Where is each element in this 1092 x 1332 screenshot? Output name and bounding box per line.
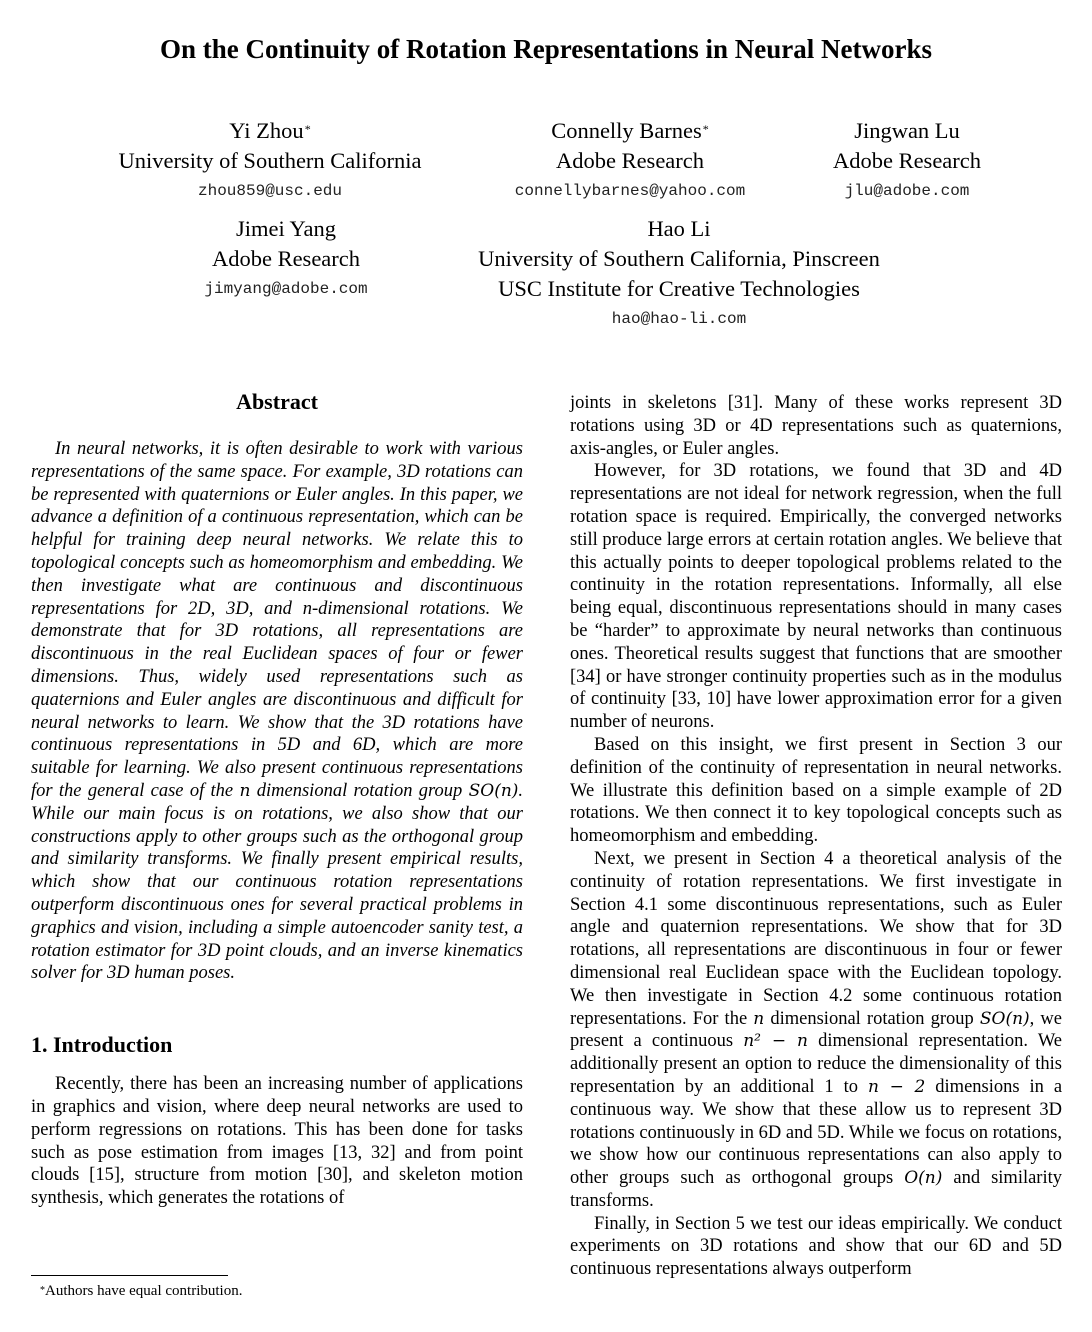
author-block <box>90 116 450 206</box>
author-affiliation: Adobe Research <box>832 148 982 173</box>
body-paragraph: Finally, in Section 5 we test our ideas empirically. We conduct experiments on 3D rotations and show that our 6D and 5D continuous representations always outperform <box>570 1213 1062 1280</box>
author-affiliation-secondary: USC Institute for Creative Technologies <box>498 276 860 301</box>
footnote-mark: * <box>40 1285 45 1296</box>
paper-title: On the Continuity of Rotation Representations in Neural Networks <box>159 34 932 64</box>
author-email[interactable]: hao@hao-li.com <box>611 310 747 328</box>
math-inline: n − 2 <box>867 1076 926 1097</box>
math-inline: SO(n) <box>979 1008 1030 1029</box>
math-inline: O(n) <box>904 1168 943 1189</box>
author-block <box>812 116 1002 206</box>
equal-contribution-mark: * <box>304 122 311 136</box>
author-block <box>480 116 780 206</box>
abstract-heading: Abstract <box>236 389 318 414</box>
footnote <box>40 1282 242 1300</box>
author-affiliation: University of Southern California, Pinscreen <box>478 246 880 271</box>
left-column <box>31 388 523 1210</box>
author-email[interactable]: connellybarnes@yahoo.com <box>514 182 746 200</box>
author-name: Yi Zhou* <box>229 118 311 143</box>
body-paragraph: However, for 3D rotations, we found that 3D and 4D representations are not ideal for network regression, when the full rotation space is required. Empirically, the converged networks still produce large errors at certain rotation angles. We believe that this actually points to deeper topological problems related to the continuity in the rotation representations. Informally, all else being equal, discontinuous representations should in many cases be “harder” to approximate by neural networks than continuous ones. Theoretical results suggest that functions that are smoother [34] or have stronger continuity properties such as in the modulus of continuity [33, 10] have lower approximation error for a given number of neurons. <box>570 461 1062 733</box>
math-inline: n <box>239 780 251 801</box>
body-paragraph: Recently, there has been an increasing number of applications in graphics and vision, where deep neural networks are used to perform regressions on rotations. This has been done for tasks such as pose estimation from images [13, 32] and from point clouds [15], structure from motion [30], and skeleton motion synthesis, which generates the rotations of <box>31 1074 523 1209</box>
author-block <box>436 214 922 334</box>
section-heading-introduction: 1. Introduction <box>31 1032 173 1058</box>
author-name: Connelly Barnes* <box>551 118 709 143</box>
footnote-rule <box>31 1275 228 1276</box>
math-inline: SO(n) <box>468 780 519 801</box>
author-affiliation: University of Southern California <box>118 148 422 173</box>
math-inline: n² − n <box>743 1031 808 1052</box>
author-affiliation: Adobe Research <box>555 148 705 173</box>
author-name: Jimei Yang <box>235 216 337 241</box>
math-inline: n <box>753 1008 765 1029</box>
author-affiliation: Adobe Research <box>211 246 361 271</box>
body-paragraph: Based on this insight, we first present in Section 3 our definition of the continuity of representation in neural networks. We illustrate this definition based on a simple example of 2D rotations. We then connect it to key topological concepts such as homeomorphism and embedding. <box>570 734 1062 847</box>
footnote-text: Authors have equal contribution. <box>45 1283 243 1299</box>
equal-contribution-mark: * <box>702 122 709 136</box>
author-name: Hao Li <box>647 216 711 241</box>
author-name: Jingwan Lu <box>854 118 960 143</box>
author-block <box>176 214 396 304</box>
body-paragraph: joints in skeletons [31]. Many of these works represent 3D rotations using 3D or 4D representations such as quaternions, axis-angles, or Euler angles. <box>570 393 1062 459</box>
author-email[interactable]: jlu@adobe.com <box>844 182 970 200</box>
right-column <box>570 392 1062 1281</box>
abstract-text: In neural networks, it is often desirable to work with various representations of the same space. For example, 3D rotations can be represented with quaternions or Euler angles. In this paper, we advance a definition of a continuous representation, which can be helpful for training deep neural networks. We relate this to topological concepts such as homeomorphism and embedding. We then investigate what are continuous and discontinuous representations for 2D, 3D, and n-dimensional rotations. We demonstrate that for 3D rotations, all representations are discontinuous in the real Euclidean spaces of four or fewer dimensions. Thus, widely used representations such as quaternions and Euler angles are discontinuous and difficult for neural networks to learn. We show that the 3D rotations have continuous representations in 5D and 6D, which are more suitable for learning. We also present continuous representations for the general case of the n dimensional rotation group SO(n). While our main focus is on rotations, we also show that our constructions apply to other groups such as the orthogonal group and similarity transforms. We finally present empirical results, which show that our continuous rotation representations outperform discontinuous ones for several practical problems in graphics and vision, including a simple autoencoder sanity test, a rotation estimator for 3D point clouds, and an inverse kinematics solver for 3D human poses. <box>31 439 524 984</box>
author-email[interactable]: zhou859@usc.edu <box>197 182 343 200</box>
body-paragraph: Next, we present in Section 4 a theoretical analysis of the continuity of rotation representations. We first investigate in Section 4.1 some discontinuous representations, such as Euler angle and quaternion representations. We show that for 3D rotations, all representations are discontinuous in four or fewer dimensional real Euclidean space with the Euclidean topology. We then investigate in Section 4.2 some continuous rotation representations. For the n dimensional rotation group SO(n), we present a continuous n² − n dimensional representation. We additionally present an option to reduce the dimensionality of this representation by an additional 1 to n − 2 dimensions in a continuous way. We show that these allow us to represent 3D rotations continuously in 6D and 5D. While we focus on rotations, we show how our continuous representations can also apply to other groups such as orthogonal groups O(n) and similarity transforms. <box>570 848 1063 1211</box>
author-email[interactable]: jimyang@adobe.com <box>204 280 368 298</box>
